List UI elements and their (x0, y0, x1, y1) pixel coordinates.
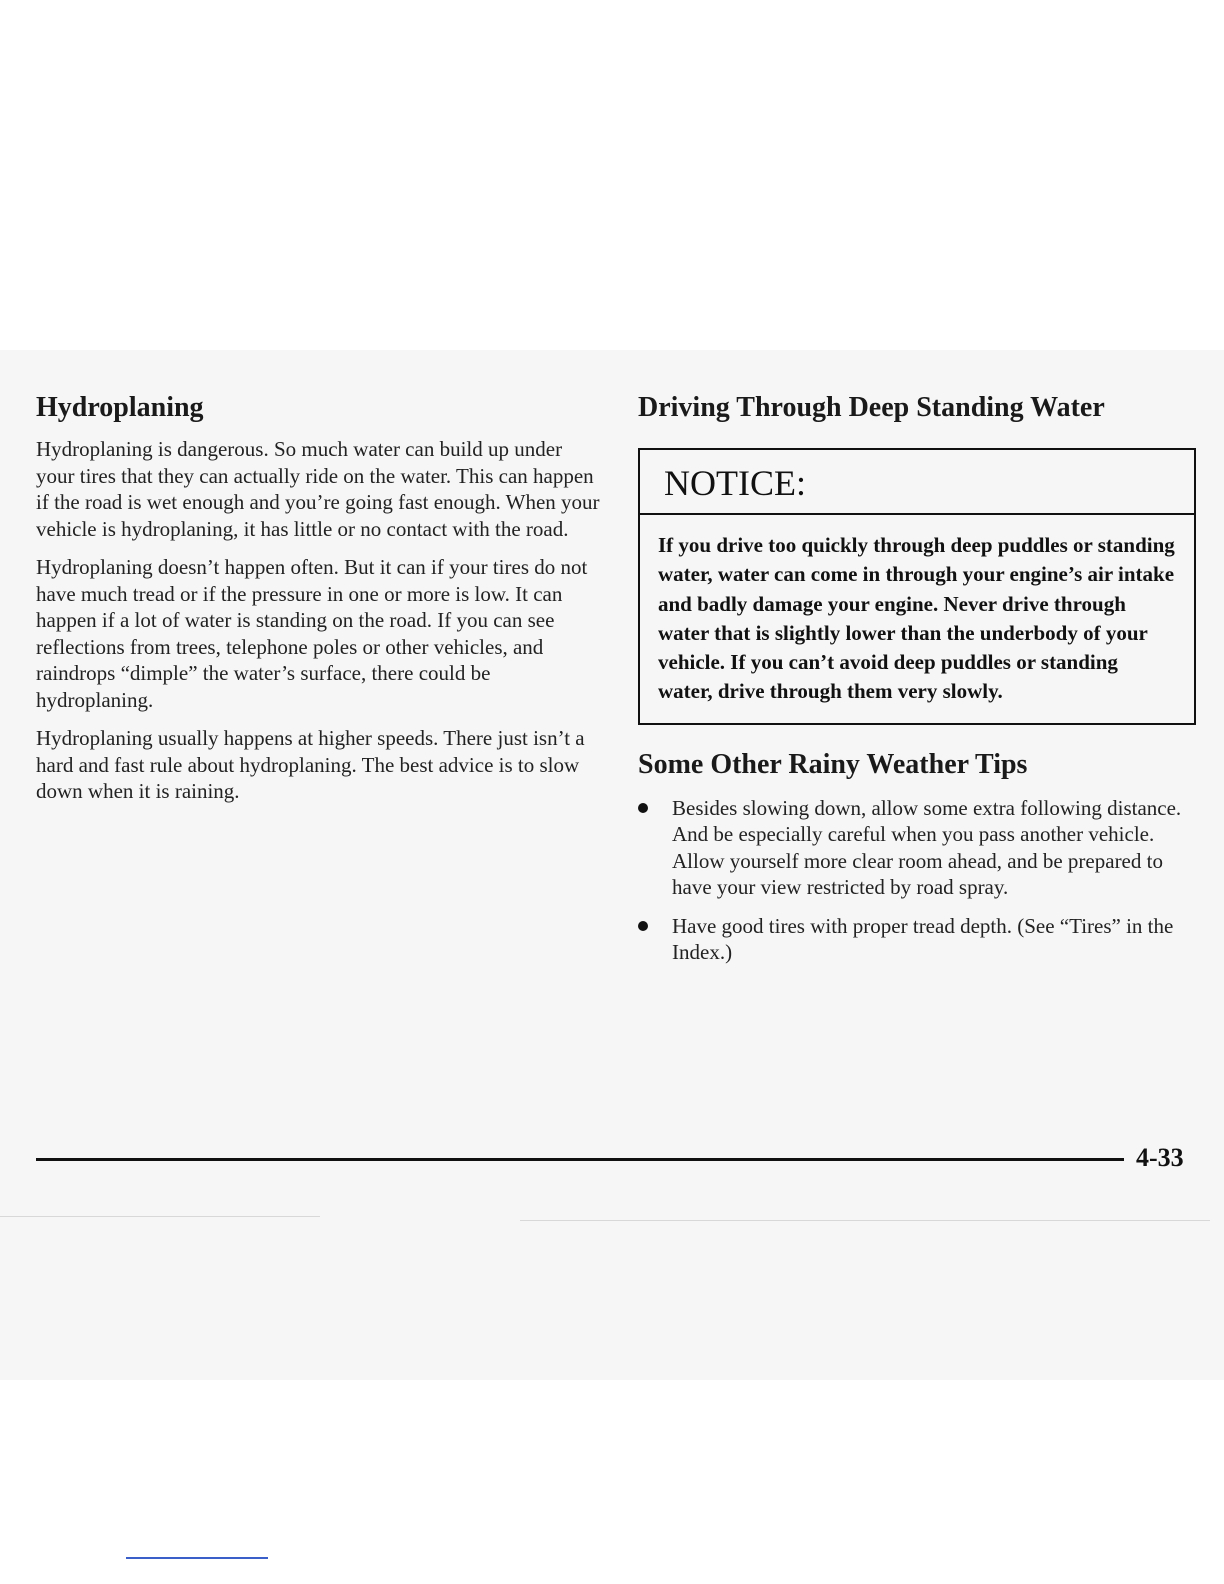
list-item (638, 913, 1198, 966)
hydroplaning-heading: Hydroplaning (36, 392, 204, 423)
bullet-icon (638, 803, 648, 813)
hydroplaning-paragraph-2: Hydroplaning doesn’t happen often. But it can if your tires do not have much tread or if the pressure in one or more is low. It can happen if a lot of water is standing on the road. If you can see reflections from trees, telephone poles or other vehicles, and raindrops “dimple” the water’s surface, there could be hydroplaning. (36, 555, 588, 712)
notice-body: If you drive too quickly through deep puddles or standing water, water can come in through your engine’s air intake and badly damage your engine. Never drive through water that is slightly lower than the underbody of your vehicle. If you can’t avoid deep puddles or standing water, drive through them very slowly. (658, 533, 1175, 704)
link-underline (126, 1557, 268, 1559)
left-column (36, 390, 601, 817)
hydroplaning-paragraph-1: Hydroplaning is dangerous. So much water can build up under your tires that they can actually ride on the water. This can happen if the road is wet enough and you’re going fast enough. When your vehicle is hydroplaning, it has little or no contact with the road. (36, 437, 600, 541)
scan-artifact-line (520, 1220, 1210, 1221)
notice-heading: NOTICE: (640, 450, 1194, 515)
deep-water-heading: Driving Through Deep Standing Water (638, 392, 1105, 423)
right-column (638, 390, 1198, 978)
page-number: 4-33 (1136, 1143, 1184, 1172)
tip-text: Besides slowing down, allow some extra following distance. And be especially careful when you pass another vehicle. Allow yourself more clear room ahead, and be prepared to have your view restricted by road spray. (672, 795, 1182, 900)
tip-text: Have good tires with proper tread depth. (See “Tires” in the Index.) (672, 913, 1174, 965)
rainy-tips-heading: Some Other Rainy Weather Tips (638, 748, 1028, 780)
hydroplaning-paragraph-3: Hydroplaning usually happens at higher speeds. There just isn’t a hard and fast rule about hydroplaning. The best advice is to slow down when it is raining. (36, 726, 585, 803)
rainy-tips-list (638, 795, 1198, 966)
bullet-icon (638, 921, 648, 931)
notice-box (638, 448, 1196, 725)
scan-artifact-line (0, 1216, 320, 1217)
list-item (638, 795, 1198, 901)
footer-rule (36, 1158, 1124, 1161)
